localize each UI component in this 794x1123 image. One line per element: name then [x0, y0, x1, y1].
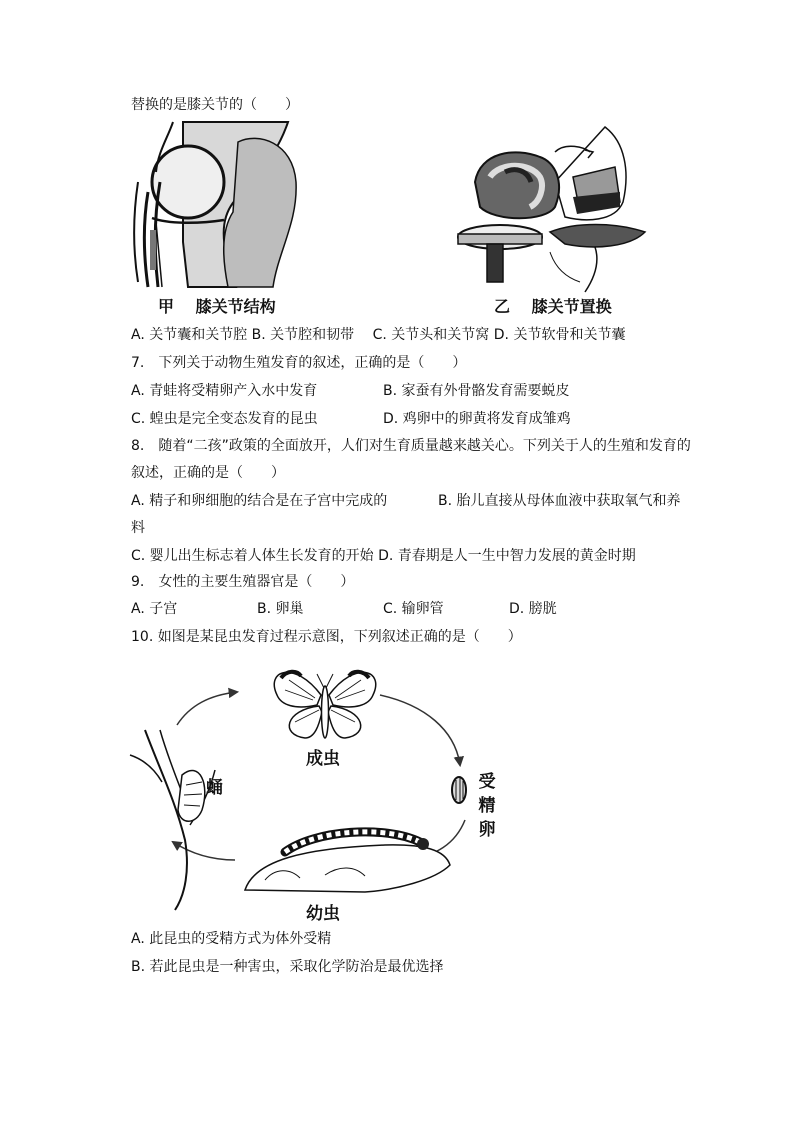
caption-label-yi: 乙	[494, 297, 511, 316]
arrow-adult-to-egg	[380, 695, 460, 765]
q7-option-a: A. 青蛙将受精卵产入水中发育	[131, 383, 318, 399]
knee-structure-figure	[128, 122, 308, 287]
q7-option-b: B. 家蚕有外骨骼发育需要蜕皮	[383, 383, 570, 399]
caption-text-knee-replacement: 膝关节置换	[531, 297, 612, 316]
caption-knee-structure	[158, 294, 276, 317]
arrow-pupa-to-adult	[177, 692, 237, 725]
q7-stem: 7. 下列关于动物生殖发育的叙述，正确的是（ ）	[131, 355, 467, 371]
q8-stem-line2: 叙述，正确的是（ ）	[131, 465, 285, 481]
q8-stem-line1: 8. 随着“二孩”政策的全面放开，人们对生育质量越来越关心。下列关于人的生殖和发育的	[131, 438, 691, 454]
q10-option-a: A. 此昆虫的受精方式为体外受精	[131, 931, 332, 947]
caption-label-jia: 甲	[158, 297, 175, 316]
q10-option-b: B. 若此昆虫是一种害虫，采取化学防治是最优选择	[131, 959, 444, 975]
stage-label-pupa: 蛹	[206, 778, 223, 798]
knee-replacement-figure	[455, 122, 665, 292]
pupa-icon	[130, 730, 215, 910]
q7-option-c: C. 蝗虫是完全变态发育的昆虫	[131, 411, 318, 427]
stage-label-egg: 受精卵	[478, 772, 496, 840]
stage-label-larva: 幼虫	[306, 904, 340, 924]
q8-option-b-line1: B. 胎儿直接从母体血液中获取氧气和养	[438, 493, 681, 509]
q10-stem: 10. 如图是某昆虫发育过程示意图，下列叙述正确的是（ ）	[131, 629, 522, 645]
q9-stem: 9. 女性的主要生殖器官是（ ）	[131, 574, 355, 590]
stage-label-adult: 成虫	[306, 749, 340, 769]
q6-stem-tail: 替换的是膝关节的（ ）	[131, 97, 299, 113]
q9-option-c: C. 输卵管	[383, 601, 444, 617]
caption-knee-replacement	[494, 294, 612, 317]
q9-option-a: A. 子宫	[131, 601, 178, 617]
arrow-larva-to-pupa	[173, 842, 235, 860]
q7-option-d: D. 鸡卵中的卵黄将发育成雏鸡	[383, 411, 571, 427]
q8-option-a: A. 精子和卵细胞的结合是在子宫中完成的	[131, 493, 388, 509]
q8-options-cd: C. 婴儿出生标志着人体生长发育的开始 D. 青春期是人一生中智力发展的黄金时期	[131, 548, 636, 564]
caption-text-knee-structure: 膝关节结构	[195, 297, 276, 316]
egg-icon	[452, 777, 466, 803]
q6-options: A. 关节囊和关节腔 B. 关节腔和韧带 C. 关节头和关节窝 D. 关节软骨和关节囊	[131, 327, 626, 343]
caterpillar-icon	[245, 832, 450, 892]
q8-option-b-line2: 料	[131, 520, 145, 536]
insect-lifecycle-diagram	[125, 650, 515, 920]
q9-option-b: B. 卵巢	[257, 601, 304, 617]
q9-option-d: D. 膀胱	[509, 601, 557, 617]
butterfly-icon	[274, 672, 375, 738]
